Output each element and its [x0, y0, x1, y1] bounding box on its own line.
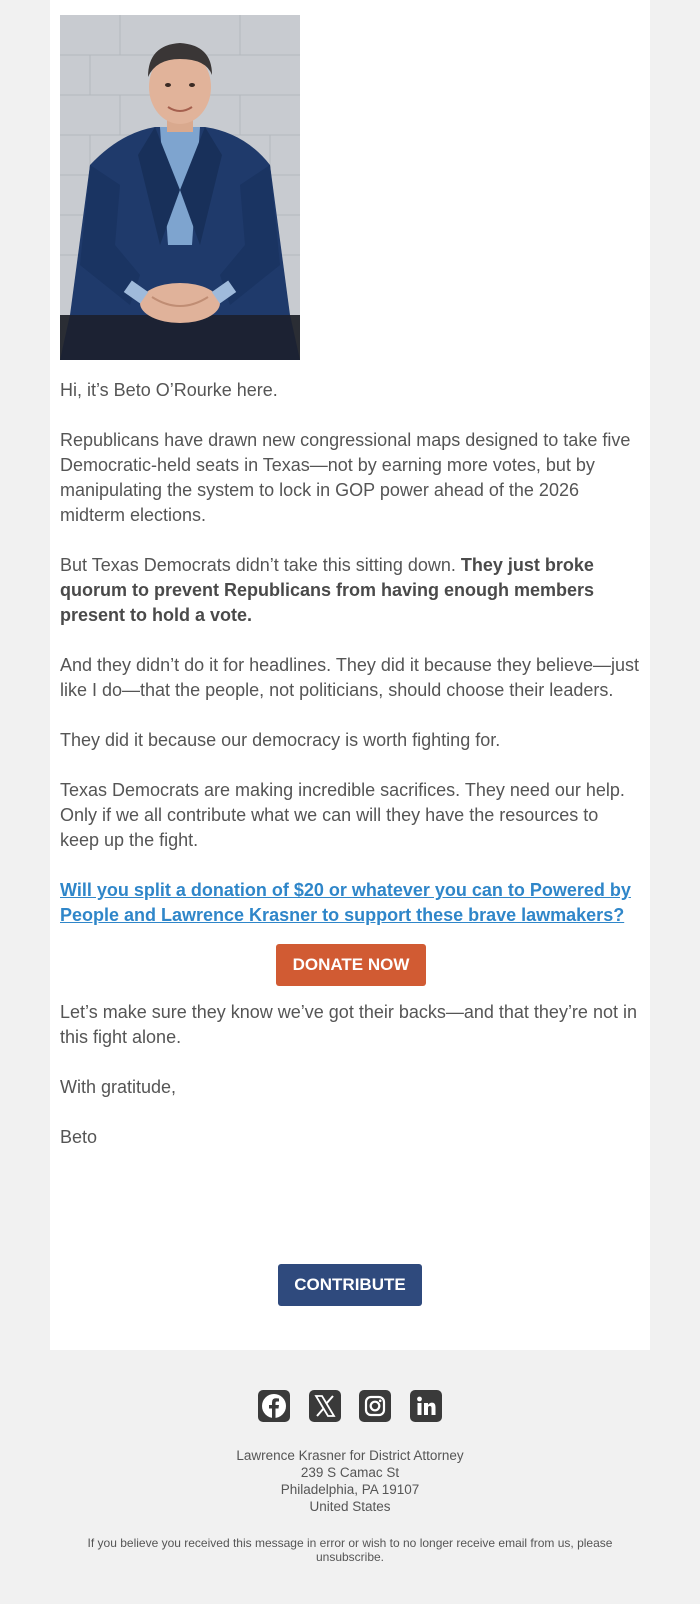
footer-city: Philadelphia, PA 19107: [280, 1482, 420, 1497]
donate-now-button[interactable]: DONATE NOW: [276, 944, 426, 986]
paragraph-quorum-bold: They just broke quorum to prevent Republicans from having enough members present to hold a vote.: [60, 555, 595, 625]
footer-org: Lawrence Krasner for District Attorney: [236, 1448, 464, 1463]
greeting: Hi, it’s Beto O’Rourke here.: [60, 380, 278, 400]
paragraph-backs: Let’s make sure they know we’ve got their backs—and that they’re not in this fight alone.: [60, 1002, 637, 1047]
donation-ask-link[interactable]: Will you split a donation of $20 or whatever you can to Powered by People and Lawrence Krasner to support these brave lawmakers?: [60, 880, 631, 925]
ask-paragraph: [60, 878, 642, 928]
x-icon[interactable]: [309, 1390, 341, 1422]
closing: With gratitude,: [60, 1077, 177, 1097]
paragraph-maps: Republicans have drawn new congressional maps designed to take five Democratic-held seats in Texas—not by earning more votes, but by manipulating the system to lock in GOP power ahead of the 2026 midterm elections.: [60, 430, 631, 525]
instagram-icon[interactable]: [359, 1390, 391, 1422]
paragraph-quorum-lead: But Texas Democrats didn’t take this sitting down.: [60, 555, 461, 575]
paragraph-democracy: They did it because our democracy is worth fighting for.: [60, 730, 501, 750]
paragraph-headlines: And they didn’t do it for headlines. They did it because they believe—just like I do—that the people, not politicians, should choose their leaders.: [60, 655, 640, 700]
footer-country: United States: [309, 1499, 391, 1514]
paragraph-sacrifices: Texas Democrats are making incredible sacrifices. They need our help. Only if we all contribute what we can will they have the resources to keep up the fight.: [60, 780, 625, 850]
email-body: [60, 378, 642, 1175]
contribute-button[interactable]: CONTRIBUTE: [278, 1264, 422, 1306]
footer-street: 239 S Camac St: [300, 1465, 400, 1480]
paragraph-quorum: [60, 553, 642, 628]
signature: Beto: [60, 1127, 98, 1147]
donate-button-row: [60, 944, 642, 986]
footer-address: [0, 1447, 700, 1515]
facebook-icon[interactable]: [258, 1390, 290, 1422]
email-card: [50, 0, 650, 1350]
social-links: [0, 1390, 700, 1422]
unsubscribe-note[interactable]: If you believe you received this message in error or wish to no longer receive email from us, please unsubscribe.: [87, 1536, 613, 1564]
portrait-photo: [60, 15, 300, 360]
linkedin-icon[interactable]: [410, 1390, 442, 1422]
